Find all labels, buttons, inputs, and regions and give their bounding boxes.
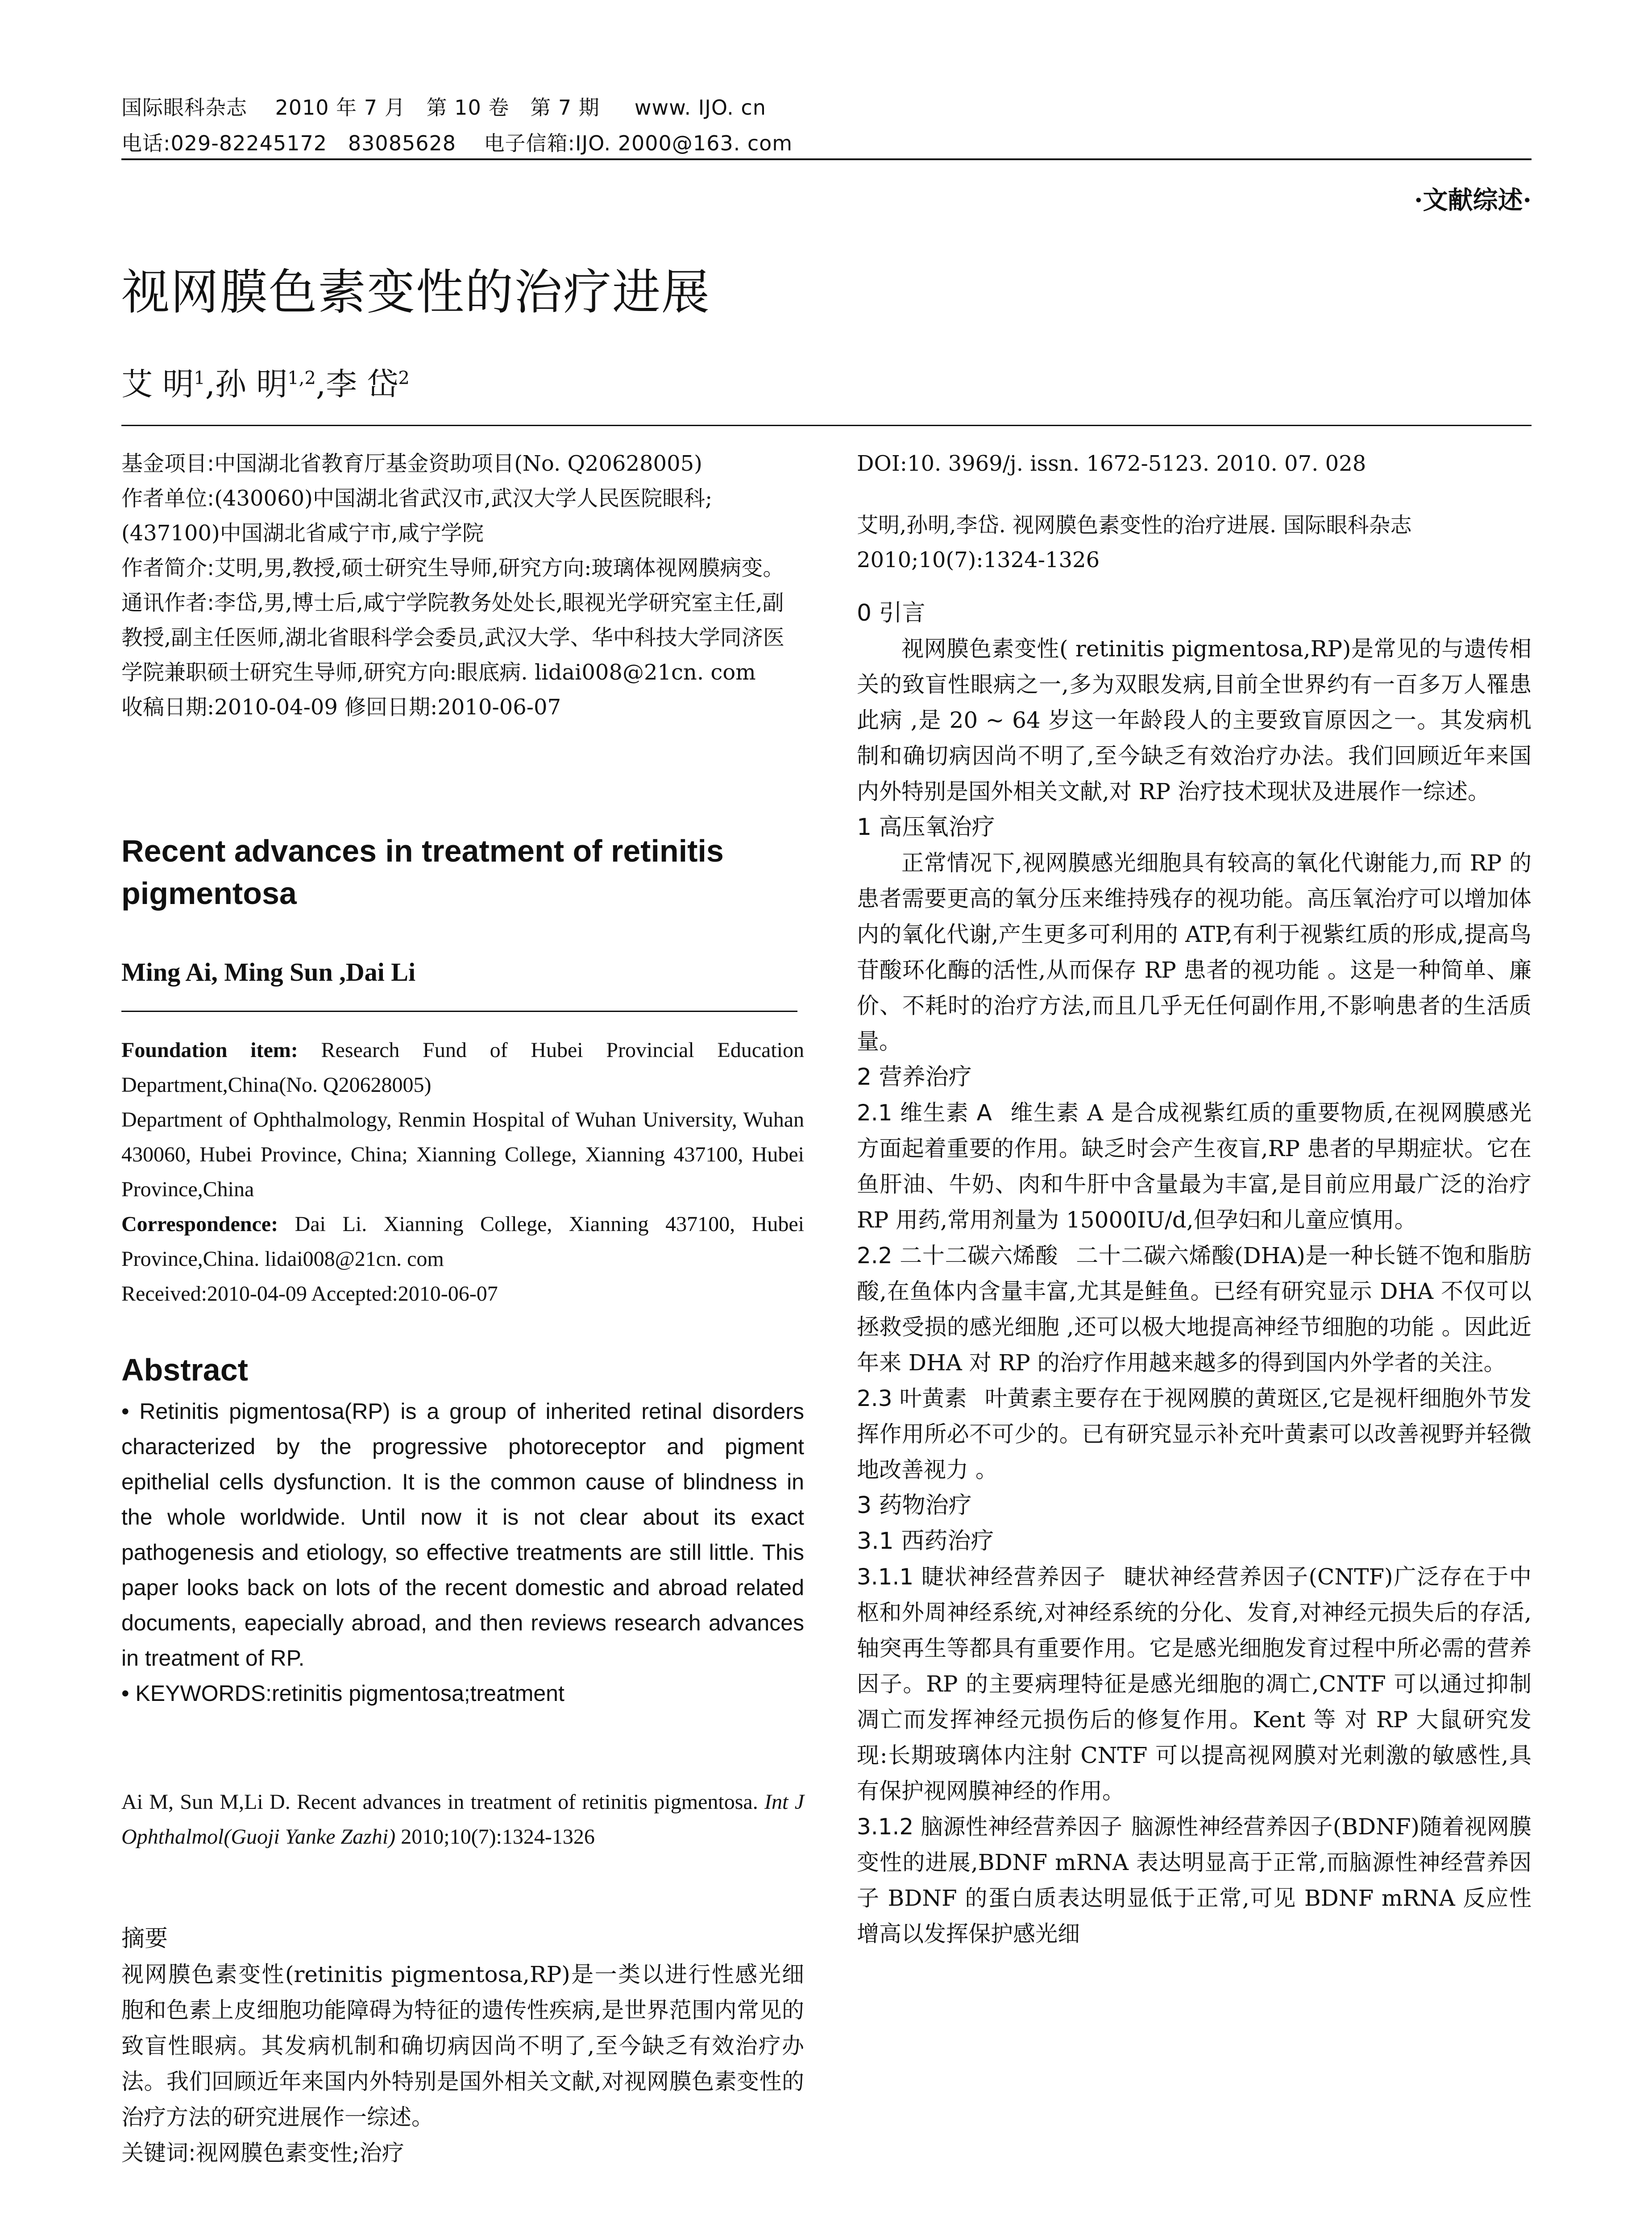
title-rule (121, 425, 1532, 426)
article-title-en: Recent advances in treatment of retinitis pigmentosa (121, 834, 724, 911)
abstract-body-cn: 视网膜色素变性(retinitis pigmentosa,RP)是一类以进行性感光细胞和色素上皮细胞功能障碍为特征的遗传性疾病,是世界范围内常见的致盲性眼病。其发病机制和确切病因尚不明了,至今缺乏有效治疗办法。我们回顾近年来国内外特别是国外相关文献,对视网膜色素变性的治疗方法的研究进展作一综述。 (121, 1961, 804, 2130)
author-bio-cn: 作者简介:艾明,男,教授,硕士研究生导师,研究方向:玻璃体视网膜病变。 (121, 556, 784, 581)
authors-rule (121, 1011, 797, 1012)
section-3-1-1: 3.1.1 睫状神经营养因子 睫状神经营养因子(CNTF)广泛存在于中枢和外周神经系统,对神经系统的分化、发育,对神经元损失后的存活,轴突再生等都具有重要作用。它是感光细胞发育过程中所必需的营养因子。RP 的主要病理特征是感光细胞的凋亡,CNTF 可以通过抑制凋亡而发挥神经元损伤后的修复作用。Kent 等 对 RP 大鼠研究发现:长期玻璃体内注射 CNTF 可以提高视网膜对光刺激的敏感性,具有保护视网膜神经的作用。 (857, 1564, 1532, 1804)
section-tag: ·文献综述· (1414, 186, 1532, 215)
department-en: Department of Ophthalmology, Renmin Hospital of Wuhan University, Wuhan 430060, Hubei Province, China; Xianning College, Xianning 437100, Hubei Province,China (121, 1108, 804, 1201)
section-1-body: 正常情况下,视网膜感光细胞具有较高的氧化代谢能力,而 RP 的患者需要更高的氧分压来维持残存的视功能。高压氧治疗可以增加体内的氧化代谢,产生更多可利用的 ATP,有利于视紫红质的形成,提高鸟苷酸环化酶的活性,从而保存 RP 患者的视功能 。这是一种简单、廉价、不耗时的治疗方法,而且几乎无任何副作用,不影响患者的生活质量。 (857, 850, 1532, 1054)
affiliation-cn: 作者单位:(430060)中国湖北省武汉市,武汉大学人民医院眼科;(437100)中国湖北省咸宁市,咸宁学院 (121, 486, 713, 546)
doi: DOI:10. 3969/j. issn. 1672-5123. 2010. 07. 028 (857, 451, 1366, 476)
dates-en: Received:2010-04-09 Accepted:2010-06-07 (121, 1282, 498, 1306)
english-meta-block (121, 1033, 804, 1311)
foundation-cn: 基金项目:中国湖北省教育厅基金资助项目(No. Q20628005) (121, 451, 702, 476)
keywords-cn: 关键词:视网膜色素变性;治疗 (121, 2140, 404, 2166)
section-2-2: 2.2 二十二碳六烯酸 二十二碳六烯酸(DHA)是一种长链不饱和脂肪酸,在鱼体内含量丰富,尤其是鲑鱼。已经有研究显示 DHA 不仅可以拯救受损的感光细胞 ,还可以极大地提高神经节细胞的功能 。因此近年来 DHA 对 RP 的治疗作用越来越多的得到国内外学者的关注。 (857, 1243, 1532, 1376)
section-3-1-2: 3.1.2 脑源性神经营养因子 脑源性神经营养因子(BDNF)随着视网膜变性的进展,BDNF mRNA 表达明显高于正常,而脑源性神经营养因子 BDNF 的蛋白质表达明显低于正常,可见 BDNF mRNA 反应性增高以发挥保护感光细 (857, 1814, 1532, 1947)
section-0-body: 视网膜色素变性( retinitis pigmentosa,RP)是常见的与遗传相关的致盲性眼病之一,多为双眼发病,目前全世界约有一百多万人罹患此病 ,是 20 ~ 64 岁这一年龄段人的主要致盲原因之一。其发病机制和确切病因尚不明了,至今缺乏有效治疗办法。我们回顾近年来国内外特别是国外相关文献,对 RP 治疗技术现状及进展作一综述。 (857, 636, 1532, 804)
section-3-1-heading: 3.1 西药治疗 (857, 1528, 994, 1555)
section-3-heading: 3 药物治疗 (857, 1492, 972, 1519)
english-authors-block (121, 957, 804, 987)
author-3-affil: 2 (398, 368, 410, 389)
dates-cn: 收稿日期:2010-04-09 修回日期:2010-06-07 (121, 695, 561, 720)
abstract-cn-block (121, 1921, 804, 2171)
abstract-heading: Abstract (121, 1352, 248, 1387)
header-rule (121, 158, 1532, 160)
author-3: ,李 岱 (315, 366, 398, 402)
section-2-heading: 2 营养治疗 (857, 1064, 972, 1091)
journal-header-line1: 国际眼科杂志 2010 年 7 月 第 10 卷 第 7 期 www. IJO. cn (121, 95, 766, 120)
english-title-block (121, 830, 804, 915)
journal-header-line2: 电话:029-82245172 83085628 电子信箱:IJO. 2000@163. com (121, 131, 793, 155)
correspondence-cn: 通讯作者:李岱,男,博士后,咸宁学院教务处处长,眼视光学研究室主任,副教授,副主任医师,湖北省眼科学会委员,武汉大学、华中科技大学同济医学院兼职硕士研究生导师,研究方向:眼底病. lidai008@21cn. com (121, 590, 784, 685)
section-2-1: 2.1 维生素 A 维生素 A 是合成视紫红质的重要物质,在视网膜感光方面起着重要的作用。缺乏时会产生夜盲,RP 患者的早期症状。它在鱼肝油、牛奶、肉和牛肝中含量最为丰富,是目前应用最广泛的治疗 RP 用药,常用剂量为 15000IU/d,但孕妇和儿童应慎用。 (857, 1100, 1532, 1233)
article-title-cn: 视网膜色素变性的治疗进展 (121, 265, 711, 320)
abstract-heading-cn: 摘要 (121, 1925, 168, 1952)
citation-en: Ai M, Sun M,Li D. Recent advances in treatment of retinitis pigmentosa. Int J Ophthalmol(Guoji Yanke Zazhi) 2010;10(7):1324-1326 (121, 1790, 805, 1849)
left-meta-block (121, 446, 804, 725)
section-1-heading: 1 高压氧治疗 (857, 814, 995, 841)
abstract-body-en: • Retinitis pigmentosa(RP) is a group of inherited retinal disorders characterized by the progressive photoreceptor and pigment epithelial cells dysfunction. It is the common cause of blindness in the whole worldwide. Until now it is not clear about its exact pathogenesis and etiology, so effective treatments are still little. This paper looks back on lots of the recent domestic and abroad related documents, eapecially abroad, and then reviews research advances in treatment of RP. (121, 1399, 804, 1671)
author-1: 艾 明 (121, 366, 194, 402)
foundation-en: Foundation item: Research Fund of Hubei Provincial Education Department,China(No. Q20628005) (121, 1038, 805, 1097)
keywords-en: • KEYWORDS:retinitis pigmentosa;treatment (121, 1681, 565, 1706)
right-column (857, 446, 1532, 1952)
author-1-affil: 1 (194, 368, 205, 389)
citation-cn: 艾明,孙明,李岱. 视网膜色素变性的治疗进展. 国际眼科杂志 2010;10(7):1324-1326 (857, 513, 1412, 572)
authors-en: Ming Ai, Ming Sun ,Dai Li (121, 958, 416, 987)
section-0-heading: 0 引言 (857, 600, 926, 626)
correspondence-en: Correspondence: Dai Li. Xianning College, Xianning 437100, Hubei Province,China. lidai008@21cn. com (121, 1212, 805, 1271)
citation-en-block (121, 1785, 804, 1854)
authors-cn (121, 359, 410, 404)
section-2-3: 2.3 叶黄素 叶黄素主要存在于视网膜的黄斑区,它是视杆细胞外节发挥作用所必不可少的。已有研究显示补充叶黄素可以改善视野并轻微地改善视力 。 (857, 1385, 1532, 1483)
author-2-affil: 1,2 (287, 368, 316, 389)
author-2: ,孙 明 (205, 366, 288, 402)
abstract-en-block (121, 1352, 804, 1711)
